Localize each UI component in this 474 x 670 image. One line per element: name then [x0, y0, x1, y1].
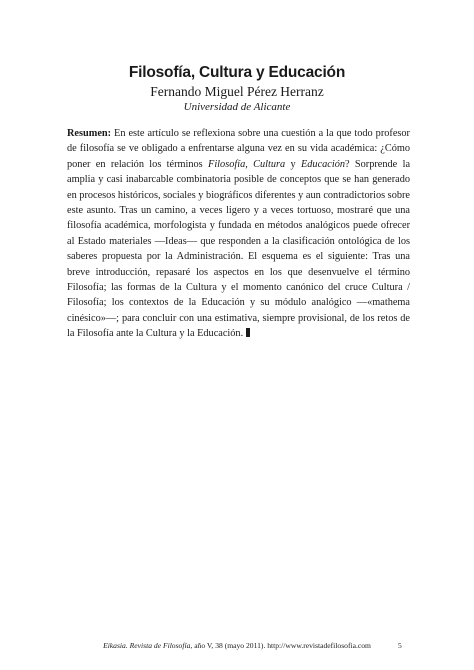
term-filosofia: Filosofía [208, 158, 246, 170]
term-cultura: Cultura [253, 158, 286, 170]
term-educacion: Educación [300, 158, 346, 170]
abstract-text-part1: En este artículo se reflexiona sobre una cuestión a la que todo profesor de filosofía se ve obligado a enfrentarse alguna vez en su vida académica: ¿Cómo poner en relación los términos [67, 128, 410, 170]
abstract-label: Resumen: [67, 128, 112, 139]
author-affiliation: Universidad de Alicante [183, 101, 291, 113]
page-number: 5 [398, 641, 402, 650]
end-of-abstract-mark [246, 328, 250, 337]
footer-journal-name: Eikasia. Revista de Filosofía [103, 641, 191, 650]
term-separator-1: , [245, 158, 254, 170]
author-name: Fernando Miguel Pérez Herranz [150, 84, 324, 99]
article-title: Filosofía, Cultura y Educación [128, 64, 346, 81]
abstract-text-part2: ? Sorprende la amplia y casi inabarcable combinatoria posible de conceptos que se han generado en procesos históricos, sociales y biográficos diferentes y aun contradictorios sobre este asunto. Tras un camino, a veces ligero y a veces tortuoso, mostraré que una filosofía académica, morfologista y fundada en métodos analógicos puede ofrecer al Estado materiales —Ideas— que responden a la clasificación ontológica de los saberes propuesta por la Administración. El esquema es el siguiente: Tras una breve introducción, repasaré los aspectos en los que desenvuelve el término Filosofía; las formas de la Cultura y el momento canónico del cruce Cultura / Filosofía; los contextos de la Educación y su módulo analógico —«mathema cinésico»—; para concluir con una estimativa, siempre provisional, de los retos de la Filosofía ante la Cultura y la Educación. [67, 158, 411, 340]
term-separator-2: y [285, 158, 301, 170]
footer-citation: , año V, 38 (mayo 2011). http://www.revistadefilosofia.com [190, 641, 371, 650]
page-footer [0, 641, 474, 650]
abstract-paragraph [67, 126, 410, 342]
